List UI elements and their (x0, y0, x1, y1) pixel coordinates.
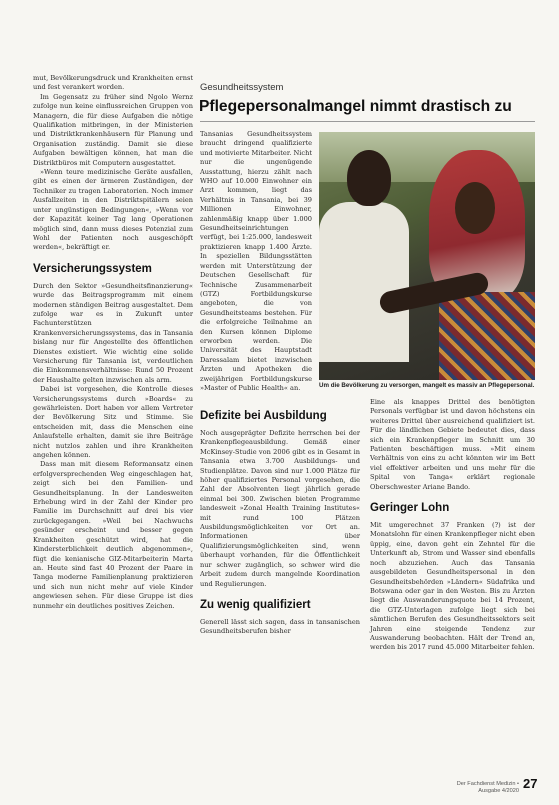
article-kicker: Gesundheitssystem (200, 82, 284, 93)
col1-paragraph-2: Im Gegensatz zu früher sind Ngolo Wernz zufolge nun keine einflussreichen Gruppen von Managern, die für diese Aufgaben die nötige Qualifikation mitbringen, in der Ministerien und Distriktkrankenhäusern für Planung und Organisation zuständig. Damit sie diese Aufgaben bewältigen können, hat man die Distriktbüros mit Computern ausgestattet. (33, 92, 193, 167)
column-2-top (200, 130, 312, 393)
photo-caption: Um die Bevölkerung zu versorgen, mangelt es massiv an Pflegepersonal. (319, 382, 535, 389)
col2-paragraph-2: Noch ausgeprägter Defizite herrschen bei der Krankenpflegeausbildung. Gemäß einer McKinsey-Studie von 2006 gibt es in Gesamt in Tansania etwa 3.700 Ausbildungs- und Studienplätze. Davon sind nur 1.000 Plätze für höher qualifiziertes Personal vorgesehen, die Zahl der Absolventen liegt jährlich gerade einmal bei 300. Zwischen bieten Programme landesweit »Zonal Health Training Institutes« mit rund 100 Plätzen Ausbildungsmöglichkeiten vor Ort an. Informationen über Qualifizierungsmöglichkeiten sind, wenn überhaupt vorhanden, für die Öffentlichkeit nur schwer zugänglich, so schwer wird die Arbeit zudem durch mangelnde Koordination und Regulierungen. (200, 429, 360, 588)
col2-paragraph-1: Tansanias Gesundheitssystem braucht dringend qualifizierte und motivierte Mitarbeiter. Nicht nur die ungenügende Ausstattung, hierzu zählt nach WHO auf 10.000 Einwohner ein Arzt kommen, liegt das Verhältnis in Tansania, bei 39 Millionen Einwohner, zahlenmäßig knapp über 1.000 Gesundheitseinrichtungen verfügt, bei 1:25.000, landesweit praktizieren knapp 1.400 Ärzte. In speziellen Bildungsstätten werden mit Unterstützung der Deutschen Gesellschaft für Technische Zusammenarbeit (GTZ) Fortbildungskurse angeboten, die von Gesundheitsteams bestehen. Für die erfolgreiche Teilnahme an den Kursen können Diplome erworben werden. Die Universität des Hauptstadt Daressalam bietet inzwischen Ärzten und Apotheken die zweijährigen Fortbildungskurse »Master of Public Health« an. (200, 130, 312, 392)
subheading-versicherungssystem: Versicherungssystem (33, 262, 152, 275)
page-number: 27 (523, 776, 538, 791)
subheading-lohn: Geringer Lohn (370, 502, 450, 515)
headline-rule (200, 121, 535, 122)
col1-paragraph-6: Dass man mit diesem Reformansatz einen erfolgversprechenden Weg eingeschlagen hat, zeigt sich bei den Familien- und Gesundheitsplanung. In der Landesweiten Erhebung wird in der Zahl der Kinder pro Familie im Durchschnitt auf drei bis vier zurückgegangen. »Weil bei Nachwuchs gesünder erscheint und besser gegen Krankheiten geschützt wird, hat die Kindersterblichkeit deutlich abgenommen«, fügt die kenianische GIZ-Mitarbeiterin Marta an. Heute sind fast 40 Prozent der Paare in Tanga moderne Familienplanung praktizieren und sich nun nicht mehr auf viele Kinder angewiesen sehen. Für diese Gruppe ist dies nunmehr ein deutliches positives Zeichen. (33, 460, 193, 610)
subheading-defizite: Defizite bei Ausbildung (200, 410, 327, 422)
article-photo (319, 132, 535, 380)
column-1 (33, 74, 193, 611)
col1-paragraph-4: Durch den Sektor »Gesundheitsfinanzierung« wurde das Beitragsprogramm mit einem modernen ständigen Beitrag ausgestaltet. Dem zufolge war es in Zukunft unter Fachunterstützen Krankenversicherungssystems, das in Tansania bislang nur für Angestellte des öffentlichen Dienstes existiert. Wie wichtig eine solide Versicherung für Tansania ist, verdeutlichen die Einkommensverhältnisse: Rund 50 Prozent der Haushalte gelten inzwischen als arm. (33, 281, 193, 384)
col2-paragraph-3: Generell lässt sich sagen, dass in tansanischen Gesundheitsberufen bisher (200, 617, 360, 636)
article-headline: Pflegepersonalmangel nimmt drastisch zu (199, 98, 512, 115)
col3-paragraph-2: Mit umgerechnet 37 Franken (?) ist der Monatslohn für einen Krankenpfleger nicht eben üppig, eine, davon geht ein Zehntel für die Unterkunft ab, Strom und Wasser sind ebenfalls noch abzuziehen. Auch das Tansania ausgebildeten Gesundheitspersonal in den Gesundheitsbehörden »Ländern« Südafrika und Botswana oder gar in den Westen. Bis zu Ärzten liegt die Auswanderungsquote bei 14 Prozent, die GTZ-Unterlagen zufolge liegt sich bei sämtlichen Berufen des Gesundheitssektors seit Jahren eine steigende Tendenz zur Auswanderung beobachten. Hält der Trend an, werden bis 2017 rund 45.000 Mitarbeiter fehlen. (370, 521, 535, 652)
col1-paragraph-3: »Wenn teure medizinische Geräte ausfallen, gibt es einen der ärmeren Zuständigen, der Techniker zu tragen Laboratorien. Noch immer Ausfallzeiten in den Distriktspitälern seien unter ungünstigen Bedingungen«, »Wenn vor der Kapazität keiner Tag lang Operationen möglich sind, dann muss dieses Potenzial zum Wohl der Patienten noch ausgeschöpft werden«, bekräftigt er. (33, 168, 193, 252)
subheading-qualifiziert: Zu wenig qualifiziert (200, 598, 311, 611)
column-3 (370, 398, 535, 653)
col1-paragraph-5: Dabei ist vorgesehen, die Kontrolle dieses Versicherungssystems durch »Boards« zu gewährleisten. Dort haben vor allem Vertreter der Bevölkerung Sitz und Stimme. Sie entscheiden mit, dass die Menschen eine Anlaufstelle erhalten, damit sie ihre Beiträge nicht nutzlos zahlen und ihre Krankheiten angehen können. (33, 385, 193, 460)
col3-paragraph-1: Eine als knappes Drittel des benötigten Personals verfügbar ist und davon höchstens ein weiteres Drittel über ausreichend qualifiziert ist. Für die ländlichen Gebiete bedeutet dies, dass sich ein Krankenpfleger im Schnitt um 30 Patienten beschäftigen muss. »Mit einem Verhältnis von eins zu acht könnten wir im Bett viel effektiver arbeiten und uns mehr für die Spital von Tanga« erklärt regionale Oberschwester Ariane Bando. (370, 398, 535, 491)
column-2-bottom (200, 400, 360, 637)
col1-paragraph-1: mut, Bevölkerungsdruck und Krankheiten ernst und fest verankert worden. (33, 74, 193, 92)
magazine-footer: Der Fachdienst Medizin • Ausgabe 4/2020 (456, 781, 519, 794)
